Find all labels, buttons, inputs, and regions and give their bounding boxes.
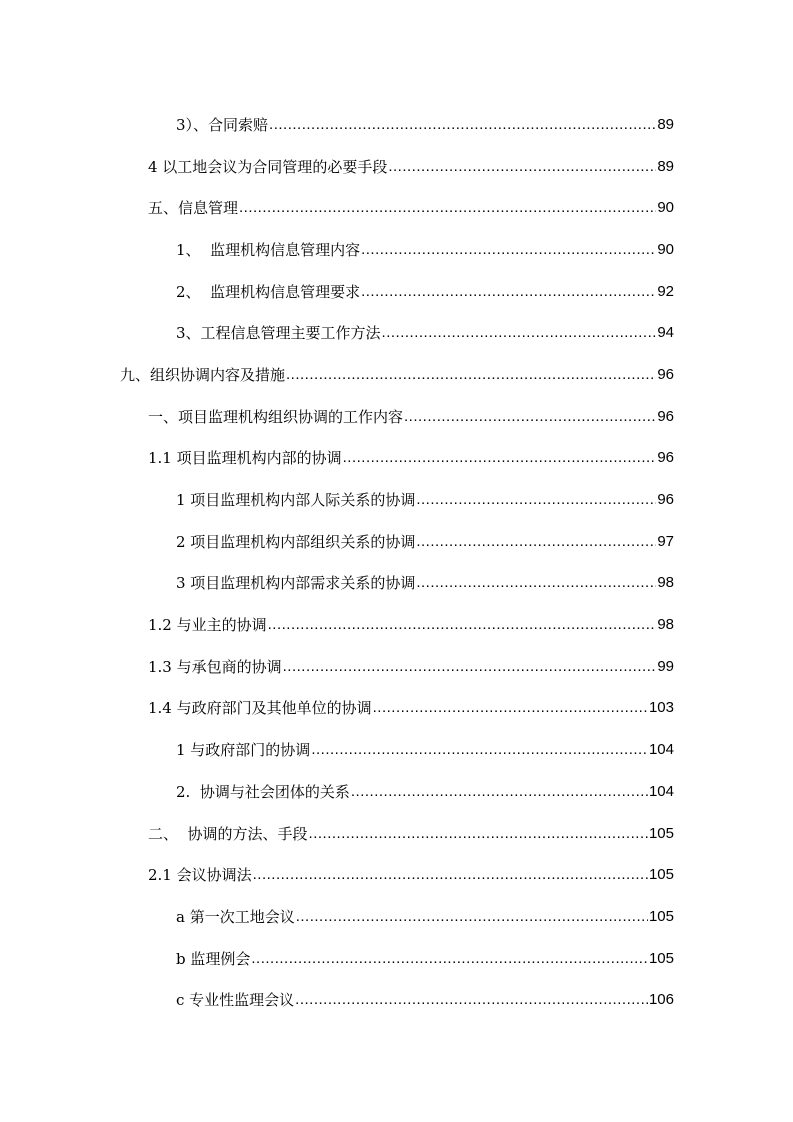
toc-entry-title: 2. 协调与社会团体的关系 xyxy=(176,782,350,801)
toc-entry-page-number: 89 xyxy=(657,157,674,175)
dot-leader xyxy=(416,532,656,552)
toc-entry-page-number: 105 xyxy=(648,866,674,884)
toc-entry-title: 3）、合同索赔 xyxy=(176,115,269,134)
toc-entry-page-number: 104 xyxy=(648,782,674,800)
toc-entry[interactable] xyxy=(0,104,674,146)
dot-leader xyxy=(388,157,656,177)
toc-entry[interactable] xyxy=(0,396,674,438)
toc-entry-title: 2、 监理机构信息管理要求 xyxy=(176,282,361,301)
toc-entry-title: c 专业性监理会议 xyxy=(176,991,295,1010)
toc-entry-page-number: 104 xyxy=(648,741,674,759)
toc-entry[interactable] xyxy=(0,229,674,271)
toc-entry-page-number: 90 xyxy=(657,199,674,217)
toc-entry-page-number: 94 xyxy=(657,324,674,342)
dot-leader xyxy=(404,407,656,427)
toc-entry-page-number: 105 xyxy=(648,907,674,925)
toc-entry-title: 1.4 与政府部门及其他单位的协调 xyxy=(148,699,372,718)
toc-entry-page-number: 92 xyxy=(657,282,674,300)
dot-leader xyxy=(361,282,656,302)
toc-entry-title: 3 项目监理机构内部需求关系的协调 xyxy=(176,574,416,593)
toc-entry[interactable] xyxy=(0,688,674,730)
toc-entry[interactable] xyxy=(0,646,674,688)
toc-entry-page-number: 89 xyxy=(657,115,674,133)
toc-entry-title: 1.1 项目监理机构内部的协调 xyxy=(148,449,342,468)
dot-leader xyxy=(268,615,657,635)
toc-entry-title: 一、项目监理机构组织协调的工作内容 xyxy=(148,407,404,426)
dot-leader xyxy=(251,949,648,969)
dot-leader xyxy=(311,740,648,760)
toc-entry-title: 1.3 与承包商的协调 xyxy=(148,657,282,676)
dot-leader xyxy=(361,240,656,260)
toc-entry[interactable] xyxy=(0,438,674,480)
toc-entry-page-number: 98 xyxy=(657,616,674,634)
toc-entry[interactable] xyxy=(0,563,674,605)
toc-entry-page-number: 103 xyxy=(648,699,674,717)
toc-entry-page-number: 96 xyxy=(657,449,674,467)
toc-entry[interactable] xyxy=(0,521,674,563)
toc-entry[interactable] xyxy=(0,146,674,188)
toc-entry-title: 1 项目监理机构内部人际关系的协调 xyxy=(176,491,416,510)
toc-entry-page-number: 96 xyxy=(657,365,674,383)
toc-entry-title: 1.2 与业主的协调 xyxy=(148,616,267,635)
toc-entry-title: 1、 监理机构信息管理内容 xyxy=(176,240,361,259)
dot-leader xyxy=(382,323,657,343)
toc-entry-title: a 第一次工地会议 xyxy=(176,907,295,926)
toc-entry-page-number: 106 xyxy=(648,991,674,1009)
toc-entry[interactable] xyxy=(0,938,674,980)
toc-entry-page-number: 105 xyxy=(648,824,674,842)
toc-entry-title: 2.1 会议协调法 xyxy=(148,866,252,885)
toc-entry-page-number: 97 xyxy=(657,532,674,550)
dot-leader xyxy=(239,198,656,218)
toc-entry[interactable] xyxy=(0,979,674,1021)
toc-entry-title: 九、组织协调内容及措施 xyxy=(120,365,286,384)
toc-entry-title: 二、 协调的方法、手段 xyxy=(148,824,308,843)
toc-entry[interactable] xyxy=(0,729,674,771)
toc-entry-title: b 监理例会 xyxy=(176,949,251,968)
toc-entry-page-number: 105 xyxy=(648,949,674,967)
dot-leader xyxy=(351,782,648,802)
toc-entry[interactable] xyxy=(0,187,674,229)
toc-entry-page-number: 96 xyxy=(657,491,674,509)
toc-entry[interactable] xyxy=(0,312,674,354)
toc-entry[interactable] xyxy=(0,479,674,521)
toc-entry[interactable] xyxy=(0,854,674,896)
dot-leader xyxy=(253,865,648,885)
dot-leader xyxy=(296,907,648,927)
dot-leader xyxy=(283,657,657,677)
toc-entry-title: 五、信息管理 xyxy=(148,199,239,218)
toc-entry-page-number: 99 xyxy=(657,657,674,675)
dot-leader xyxy=(373,698,648,718)
toc-entry-title: 2 项目监理机构内部组织关系的协调 xyxy=(176,532,416,551)
toc-entry-title: 1 与政府部门的协调 xyxy=(176,741,311,760)
toc-entry-title: 4 以工地会议为合同管理的必要手段 xyxy=(148,157,388,176)
dot-leader xyxy=(416,490,656,510)
toc-entry[interactable] xyxy=(0,813,674,855)
dot-leader xyxy=(309,824,648,844)
toc-entry[interactable] xyxy=(0,271,674,313)
toc-entry[interactable] xyxy=(0,354,674,396)
toc-entry[interactable] xyxy=(0,771,674,813)
dot-leader xyxy=(269,115,656,135)
toc-entry-page-number: 98 xyxy=(657,574,674,592)
toc-entry-page-number: 96 xyxy=(657,407,674,425)
toc-entry-title: 3、工程信息管理主要工作方法 xyxy=(176,324,381,343)
dot-leader xyxy=(286,365,656,385)
toc-entry[interactable] xyxy=(0,604,674,646)
toc-entry[interactable] xyxy=(0,896,674,938)
toc-entry-page-number: 90 xyxy=(657,240,674,258)
dot-leader xyxy=(295,990,648,1010)
dot-leader xyxy=(343,448,657,468)
table-of-contents xyxy=(0,104,793,1021)
dot-leader xyxy=(416,573,656,593)
